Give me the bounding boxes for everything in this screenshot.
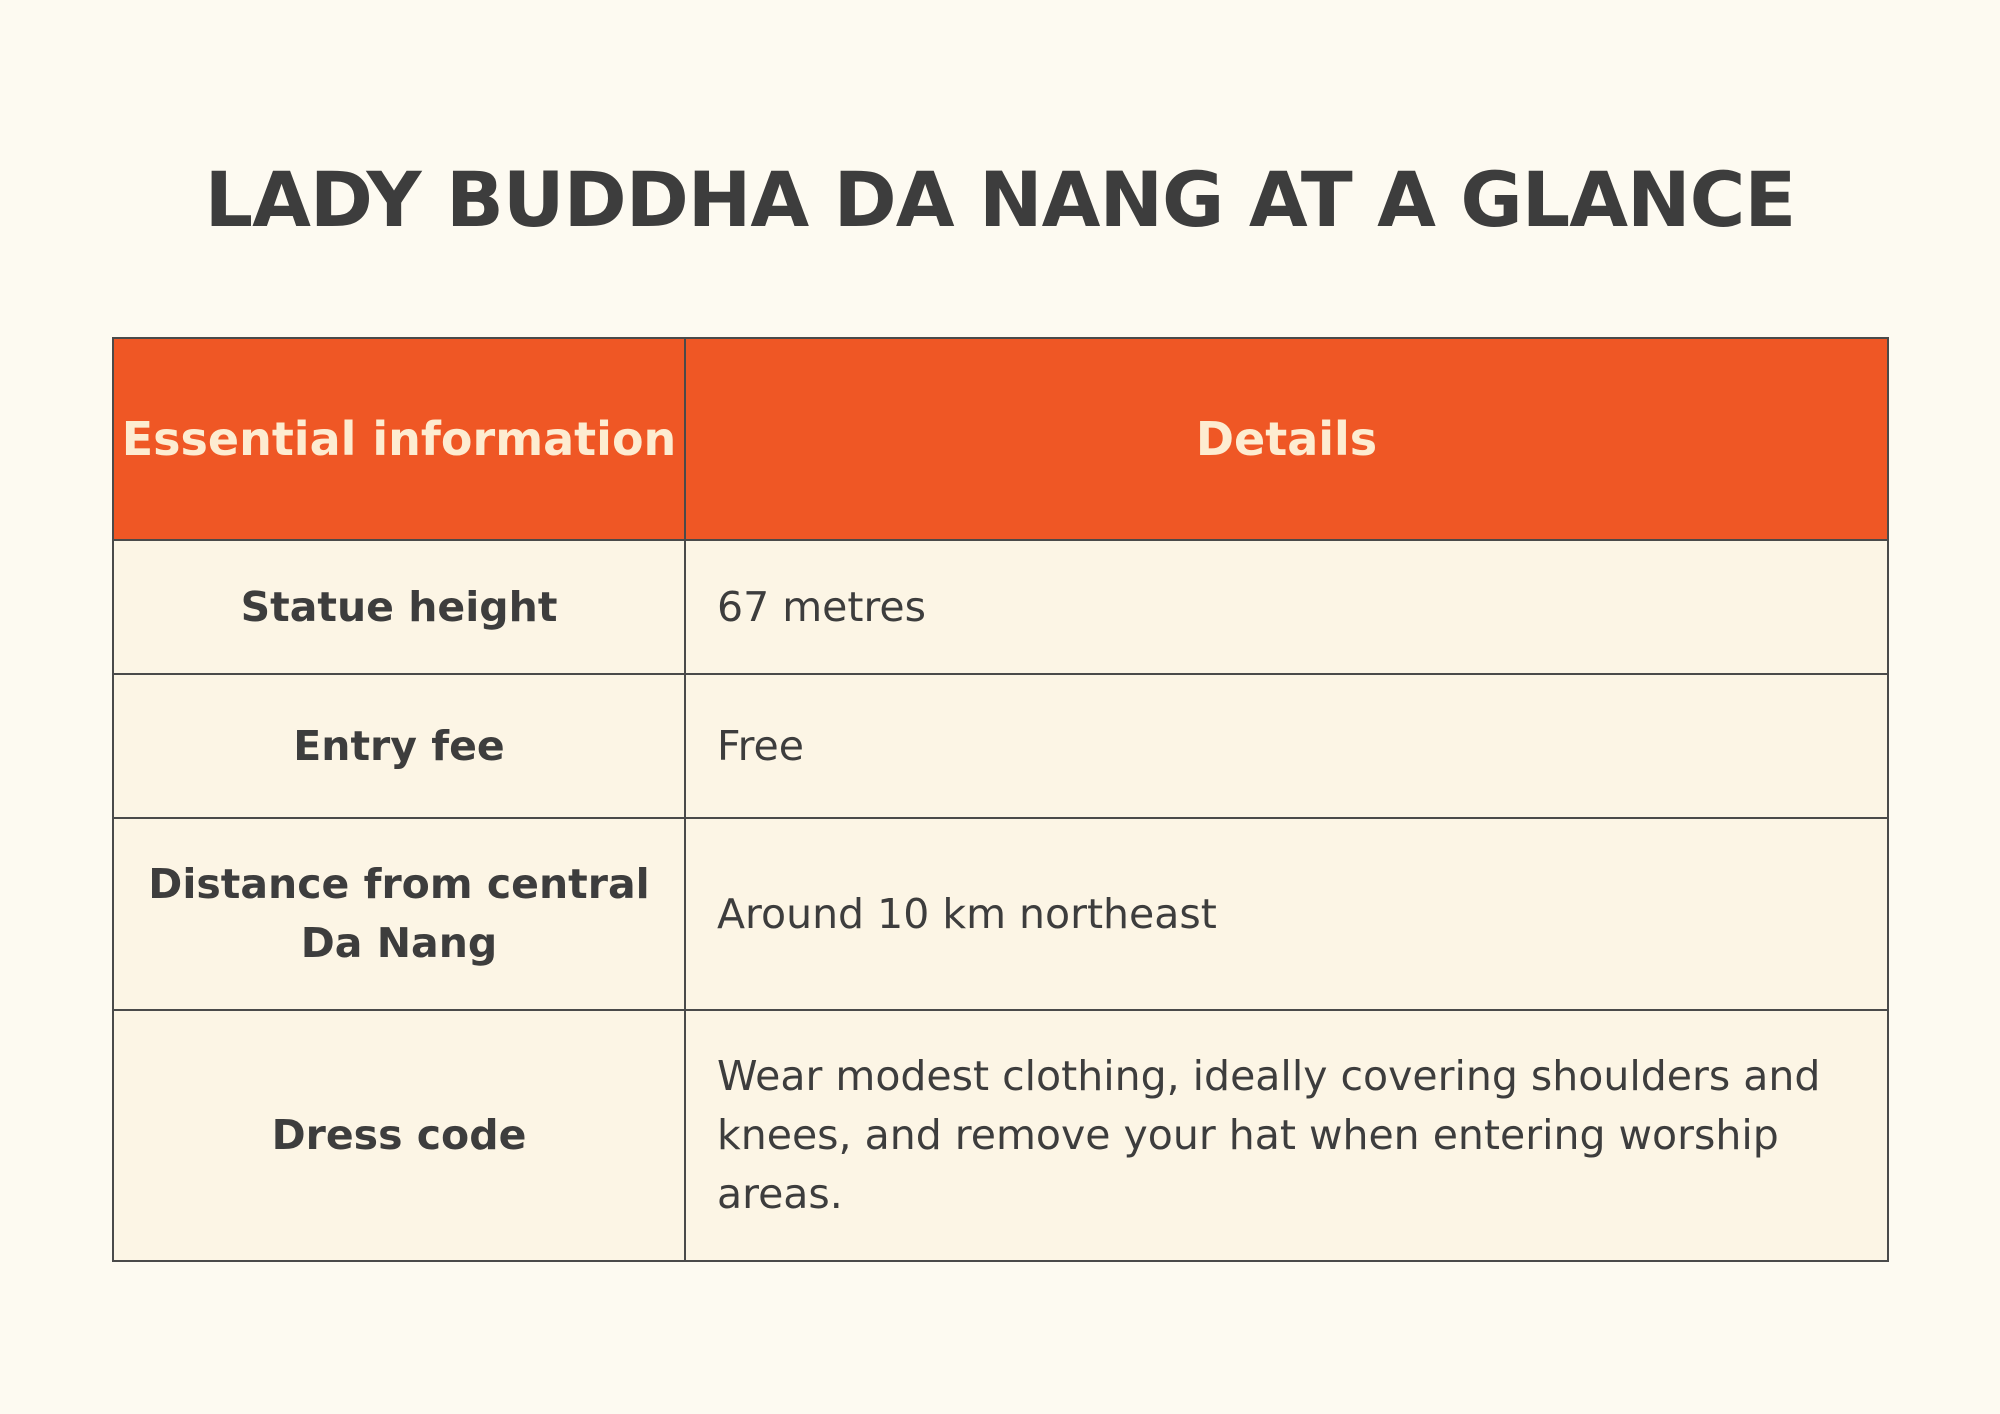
header-details: Details xyxy=(685,338,1888,540)
table-header-row xyxy=(113,338,1888,540)
row-value-statue-height: 67 metres xyxy=(685,540,1888,674)
table-row xyxy=(113,540,1888,674)
row-value-distance: Around 10 km northeast xyxy=(685,818,1888,1010)
row-label-dress-code: Dress code xyxy=(113,1010,685,1261)
table-row xyxy=(113,818,1888,1010)
table-row xyxy=(113,674,1888,818)
page-title: LADY BUDDHA DA NANG AT A GLANCE xyxy=(204,155,1796,244)
row-label-statue-height: Statue height xyxy=(113,540,685,674)
row-label-entry-fee: Entry fee xyxy=(113,674,685,818)
glance-table xyxy=(112,337,1889,1262)
row-label-distance: Distance from central Da Nang xyxy=(113,818,685,1010)
header-essential-information: Essential information xyxy=(113,338,685,540)
table-row xyxy=(113,1010,1888,1261)
row-value-dress-code: Wear modest clothing, ideally covering shoulders and knees, and remove your hat when entering worship areas. xyxy=(685,1010,1888,1261)
row-value-entry-fee: Free xyxy=(685,674,1888,818)
